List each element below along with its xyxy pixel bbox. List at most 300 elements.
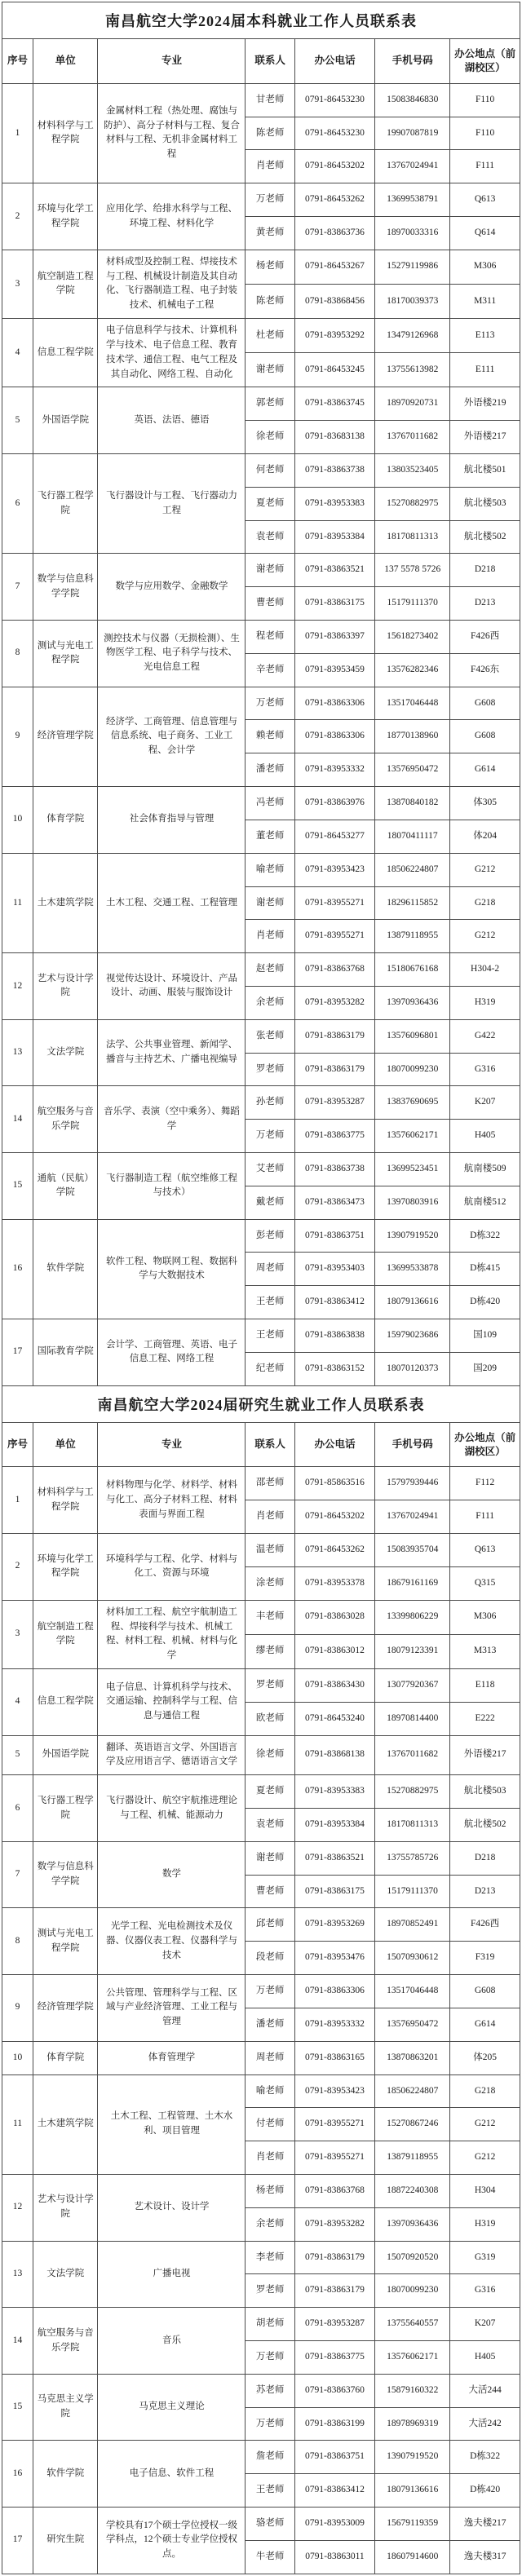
location-cell: F110 [450,83,520,117]
office-phone-cell: 0791-83863768 [294,953,374,987]
contact-row [2,1908,520,1942]
unit-cell: 经济管理学院 [33,1975,98,2042]
contact-name-cell: 曹老师 [246,1875,294,1908]
major-cell: 英语、法语、德语 [98,387,246,454]
mobile-cell: 18679161169 [375,1566,450,1600]
mobile-cell: 15279119986 [375,250,450,284]
serial-cell: 1 [2,83,33,183]
mobile-cell: 15179111370 [375,1875,450,1908]
contact-name-cell: 谢老师 [246,1841,294,1875]
office-phone-cell: 0791-83953292 [294,319,374,353]
serial-cell: 6 [2,1775,33,1842]
location-cell: H405 [450,2341,520,2375]
contact-name-cell: 欧老师 [246,1702,294,1735]
major-cell: 广播电视 [98,2241,246,2308]
unit-cell: 航空服务与音乐学院 [33,2308,98,2375]
unit-cell: 环境与化学工程学院 [33,183,98,250]
serial-cell: 17 [2,1319,33,1386]
major-cell: 电子信息科学与技术、计算机科学与技术、电子信息工程、教育技术学、通信工程、电气工程及其自动化、网络工程、自动化 [98,319,246,387]
mobile-cell: 13767011682 [375,421,450,454]
graduate-table-body [2,1467,520,2574]
contact-row [2,453,520,487]
office-phone-cell: 0791-83863521 [294,1841,374,1875]
location-cell: 外语楼217 [450,1735,520,1775]
mobile-cell: 15797939446 [375,1467,450,1500]
location-cell: M313 [450,1634,520,1668]
unit-cell: 体育学院 [33,787,98,854]
contact-row [2,2174,520,2207]
office-phone-cell: 0791-83863751 [294,1219,374,1253]
contact-row [2,1975,520,2008]
col-header-serial: 序号 [2,1422,33,1467]
location-cell: Q315 [450,1566,520,1600]
mobile-cell: 18079136616 [375,1286,450,1319]
unit-cell: 外国语学院 [33,387,98,454]
office-phone-cell: 0791-83863473 [294,1186,374,1219]
major-cell: 翻译、英语语言文学、外国语言学及应用语言学、德语语言文学 [98,1735,246,1775]
major-cell: 体育管理学 [98,2041,246,2074]
location-cell: G212 [450,2108,520,2141]
unit-cell: 艺术与设计学院 [33,953,98,1020]
contact-row [2,2441,520,2474]
contact-name-cell: 何老师 [246,453,294,487]
mobile-cell: 18070411117 [375,820,450,853]
office-phone-cell: 0791-83863165 [294,2041,374,2074]
contact-name-cell: 万老师 [246,687,294,720]
col-header-major: 专业 [98,1422,246,1467]
contact-name-cell: 冯老师 [246,787,294,820]
location-cell: G614 [450,753,520,787]
location-cell: H319 [450,2207,520,2241]
contact-row [2,2041,520,2074]
location-cell: 航北楼503 [450,1775,520,1809]
contact-name-cell: 万老师 [246,2341,294,2375]
unit-cell: 研究生院 [33,2508,98,2574]
serial-cell: 3 [2,1600,33,1668]
office-phone-cell: 0791-83863736 [294,217,374,250]
mobile-cell: 13767024941 [375,150,450,183]
col-header-office-phone: 办公电话 [294,39,374,84]
major-cell: 测控技术与仪器（无损检测）、生物医学工程、电子科学与技术、光电信息工程 [98,621,246,687]
unit-cell: 航空制造工程学院 [33,250,98,318]
serial-cell: 6 [2,453,33,553]
serial-cell: 16 [2,2441,33,2508]
mobile-cell: 13837690695 [375,1086,450,1120]
office-phone-cell: 0791-83863838 [294,1319,374,1353]
serial-cell: 17 [2,2508,33,2574]
location-cell: M306 [450,250,520,284]
contact-name-cell: 骆老师 [246,2508,294,2541]
office-phone-cell: 0791-83953269 [294,1908,374,1942]
serial-cell: 8 [2,621,33,687]
contact-name-cell: 艾老师 [246,1153,294,1186]
major-cell: 音乐 [98,2308,246,2375]
contact-name-cell: 涂老师 [246,1566,294,1600]
mobile-cell: 13399806229 [375,1600,450,1634]
mobile-cell: 13907919520 [375,2441,450,2474]
contact-name-cell: 肖老师 [246,2141,294,2175]
major-cell: 法学、公共事业管理、新闻学、播音与主持艺术、广播电视编导 [98,1019,246,1086]
mobile-cell: 13767024941 [375,1500,450,1534]
location-cell: 体305 [450,787,520,820]
table-title-graduate: 南昌航空大学2024届研究生就业工作人员联系表 [2,1385,520,1422]
mobile-cell: 15083935704 [375,1534,450,1567]
title-row [2,1385,520,1422]
column-header-row [2,39,520,84]
mobile-cell: 13907919520 [375,1219,450,1253]
contact-name-cell: 王老师 [246,1319,294,1353]
contact-row [2,1019,520,1053]
contact-name-cell: 罗老师 [246,2274,294,2308]
contact-name-cell: 杨老师 [246,2174,294,2207]
major-cell: 土木工程、工程管理、土木水利、项目管理 [98,2074,246,2174]
mobile-cell: 13517046448 [375,687,450,720]
mobile-cell: 13755640557 [375,2308,450,2341]
unit-cell: 艺术与设计学院 [33,2174,98,2241]
contact-name-cell: 周老师 [246,1253,294,1286]
contact-name-cell: 肖老师 [246,150,294,183]
location-cell: H405 [450,1120,520,1153]
col-header-office-phone: 办公电话 [294,1422,374,1467]
serial-cell: 1 [2,1467,33,1534]
location-cell: Q613 [450,183,520,217]
location-cell: G212 [450,853,520,886]
unit-cell: 土木建筑学院 [33,853,98,952]
contact-name-cell: 段老师 [246,1942,294,1975]
location-cell: K207 [450,2308,520,2341]
office-phone-cell: 0791-86453262 [294,183,374,217]
contact-row [2,1319,520,1353]
contact-row [2,1534,520,1567]
location-cell: G316 [450,1053,520,1086]
office-phone-cell: 0791-83863521 [294,554,374,587]
mobile-cell: 18506224807 [375,853,450,886]
location-cell: G608 [450,720,520,753]
major-cell: 金属材料工程（热处理、腐蚀与防护）、高分子材料与工程、复合材料与工程、无机非金属材料工程 [98,83,246,183]
location-cell: G212 [450,2141,520,2175]
location-cell: G614 [450,2008,520,2041]
contact-name-cell: 赵老师 [246,953,294,987]
contact-name-cell: 余老师 [246,986,294,1019]
contact-name-cell: 李老师 [246,2241,294,2274]
mobile-cell: 18070120373 [375,1352,450,1385]
serial-cell: 10 [2,787,33,854]
contact-name-cell: 陈老师 [246,284,294,318]
major-cell: 材料物理与化学、材料学、材料与化工、高分子材料工程、材料表面与界面工程 [98,1467,246,1534]
office-phone-cell: 0791-83953384 [294,1809,374,1842]
contact-row [2,554,520,587]
contact-name-cell: 缪老师 [246,1634,294,1668]
location-cell: G422 [450,1019,520,1053]
serial-cell: 12 [2,953,33,1020]
contact-name-cell: 赖老师 [246,720,294,753]
contact-name-cell: 袁老师 [246,1809,294,1842]
serial-cell: 9 [2,1975,33,2042]
mobile-cell: 13803523405 [375,453,450,487]
mobile-cell: 18970920731 [375,387,450,421]
contact-name-cell: 潘老师 [246,753,294,787]
unit-cell: 土木建筑学院 [33,2074,98,2174]
contact-name-cell: 周老师 [246,2041,294,2074]
location-cell: 外语楼217 [450,421,520,454]
mobile-cell: 18770138960 [375,720,450,753]
office-phone-cell: 0791-83955271 [294,920,374,953]
major-cell: 数学 [98,1841,246,1908]
office-phone-cell: 0791-83953459 [294,653,374,687]
location-cell: F426西 [450,1908,520,1942]
mobile-cell: 18079136616 [375,2474,450,2508]
location-cell: 大活242 [450,2407,520,2441]
col-header-unit: 单位 [33,39,98,84]
office-phone-cell: 0791-86453267 [294,250,374,284]
location-cell: Q614 [450,217,520,250]
location-cell: F426东 [450,653,520,687]
major-cell: 飞行器制造工程（航空维修工程与技术） [98,1153,246,1220]
major-cell: 环境科学与工程、化学、材料与化工、资源与环境 [98,1534,246,1601]
office-phone-cell: 0791-83863306 [294,1975,374,2008]
contact-name-cell: 徐老师 [246,421,294,454]
contact-name-cell: 肖老师 [246,1500,294,1534]
mobile-cell: 15979023686 [375,1319,450,1353]
contact-name-cell: 温老师 [246,1534,294,1567]
col-header-mobile: 手机号码 [375,1422,450,1467]
location-cell: 航北楼503 [450,487,520,520]
office-phone-cell: 0791-83863028 [294,1600,374,1634]
office-phone-cell: 0791-83863738 [294,1153,374,1186]
office-phone-cell: 0791-83863199 [294,2407,374,2441]
office-phone-cell: 0791-86453262 [294,1534,374,1567]
office-phone-cell: 0791-83953423 [294,2074,374,2108]
major-cell: 土木工程、交通工程、工程管理 [98,853,246,952]
contact-name-cell: 辛老师 [246,653,294,687]
col-header-location: 办公地点（前湖校区） [450,1422,520,1467]
contact-row [2,787,520,820]
contact-name-cell: 董老师 [246,820,294,853]
serial-cell: 13 [2,2241,33,2308]
contact-name-cell: 邵老师 [246,1467,294,1500]
contact-name-cell: 程老师 [246,621,294,654]
mobile-cell: 15618273402 [375,621,450,654]
location-cell: E118 [450,1668,520,1702]
location-cell: 航北楼502 [450,520,520,554]
office-phone-cell: 0791-83868138 [294,1735,374,1775]
serial-cell: 13 [2,1019,33,1086]
contact-row [2,1086,520,1120]
office-phone-cell: 0791-83863430 [294,1668,374,1702]
contact-name-cell: 苏老师 [246,2374,294,2407]
location-cell: F426西 [450,621,520,654]
office-phone-cell: 0791-86453202 [294,1500,374,1534]
contact-row [2,1153,520,1186]
contact-name-cell: 夏老师 [246,487,294,520]
undergrad-table-body [2,83,520,1385]
mobile-cell: 13970936436 [375,2207,450,2241]
location-cell: D栋420 [450,2474,520,2508]
mobile-cell: 13970803916 [375,1186,450,1219]
location-cell: G608 [450,1975,520,2008]
column-header-row [2,1422,520,1467]
contact-name-cell: 丰老师 [246,1600,294,1634]
serial-cell: 15 [2,1153,33,1220]
location-cell: 航南楼509 [450,1153,520,1186]
location-cell: D栋322 [450,2441,520,2474]
unit-cell: 环境与化学工程学院 [33,1534,98,1601]
location-cell: G212 [450,920,520,953]
mobile-cell: 13576062171 [375,2341,450,2375]
contact-name-cell: 詹老师 [246,2441,294,2474]
contact-name-cell: 喻老师 [246,2074,294,2108]
contact-row [2,1668,520,1702]
contact-name-cell: 肖老师 [246,920,294,953]
title-row [2,2,520,39]
major-cell: 学校具有17个硕士学位授权一级学科点，12个硕士专业学位授权点。 [98,2508,246,2574]
office-phone-cell: 0791-83863179 [294,2241,374,2274]
contact-row [2,2074,520,2108]
major-cell: 视觉传达设计、环境设计、产品设计、动画、服装与服饰设计 [98,953,246,1020]
col-header-unit: 单位 [33,1422,98,1467]
location-cell: G316 [450,2274,520,2308]
location-cell: F111 [450,1500,520,1534]
office-phone-cell: 0791-83863179 [294,1019,374,1053]
location-cell: 大活244 [450,2374,520,2407]
unit-cell: 飞行器工程学院 [33,1775,98,1842]
contact-row [2,83,520,117]
mobile-cell: 15270882975 [375,1775,450,1809]
contact-name-cell: 郭老师 [246,387,294,421]
mobile-cell: 15270867246 [375,2108,450,2141]
serial-cell: 3 [2,250,33,318]
office-phone-cell: 0791-86453202 [294,150,374,183]
major-cell: 电子信息、计算机科学与技术、交通运输、控制科学与工程、信息与通信工程 [98,1668,246,1735]
unit-cell: 通航（民航）学院 [33,1153,98,1220]
contact-name-cell: 牛老师 [246,2540,294,2574]
unit-cell: 测试与光电工程学院 [33,621,98,687]
office-phone-cell: 0791-83863306 [294,687,374,720]
major-cell: 电子信息、软件工程 [98,2441,246,2508]
contact-name-cell: 谢老师 [246,886,294,920]
location-cell: G319 [450,2241,520,2274]
contact-name-cell: 胡老师 [246,2308,294,2341]
mobile-cell: 13755785726 [375,1841,450,1875]
location-cell: 航南楼512 [450,1186,520,1219]
contact-row [2,687,520,720]
unit-cell: 经济管理学院 [33,687,98,786]
major-cell: 数学与应用数学、金融数学 [98,554,246,621]
office-phone-cell: 0791-83863011 [294,2540,374,2574]
office-phone-cell: 0791-83953383 [294,487,374,520]
contact-row [2,953,520,987]
location-cell: D栋420 [450,1286,520,1319]
office-phone-cell: 0791-83955271 [294,2141,374,2175]
office-phone-cell: 0791-83953423 [294,853,374,886]
location-cell: D213 [450,1875,520,1908]
unit-cell: 软件学院 [33,1219,98,1319]
contact-row [2,1600,520,1634]
major-cell: 材料成型及控制工程、焊接技术与工程、机械设计制造及其自动化、飞行器制造工程、电子封装技术、机械电子工程 [98,250,246,318]
office-phone-cell: 0791-83955271 [294,2108,374,2141]
mobile-cell: 13767011682 [375,1735,450,1775]
serial-cell: 14 [2,2308,33,2375]
serial-cell: 5 [2,387,33,454]
mobile-cell: 18170811313 [375,1809,450,1842]
location-cell: D栋322 [450,1219,520,1253]
contact-name-cell: 谢老师 [246,554,294,587]
office-phone-cell: 0791-83863976 [294,787,374,820]
unit-cell: 材料科学与工程学院 [33,83,98,183]
contact-row [2,1219,520,1253]
mobile-cell: 19907087819 [375,117,450,150]
location-cell: 航北楼502 [450,1809,520,1842]
graduate-contact-table [2,1385,520,2574]
mobile-cell: 13699523451 [375,1153,450,1186]
contact-name-cell: 甘老师 [246,83,294,117]
serial-cell: 2 [2,183,33,250]
contact-name-cell: 万老师 [246,1975,294,2008]
mobile-cell: 15179111370 [375,587,450,621]
contact-name-cell: 陈老师 [246,117,294,150]
contact-name-cell: 王老师 [246,2474,294,2508]
location-cell: 国209 [450,1352,520,1385]
mobile-cell: 15070920520 [375,2241,450,2274]
serial-cell: 7 [2,1841,33,1908]
location-cell: D218 [450,1841,520,1875]
mobile-cell: 18296115852 [375,886,450,920]
contact-name-cell: 谢老师 [246,353,294,387]
mobile-cell: 18970033316 [375,217,450,250]
mobile-cell: 18970814400 [375,1702,450,1735]
unit-cell: 航空制造工程学院 [33,1600,98,1668]
location-cell: F319 [450,1942,520,1975]
office-phone-cell: 0791-83953476 [294,1942,374,1975]
col-header-major: 专业 [98,39,246,84]
location-cell: G608 [450,687,520,720]
contact-name-cell: 潘老师 [246,2008,294,2041]
office-phone-cell: 0791-83953332 [294,753,374,787]
location-cell: H304-2 [450,953,520,987]
major-cell: 公共管理、管理科学与工程、区域与产业经济管理、工业工程与管理 [98,1975,246,2042]
contact-name-cell: 杜老师 [246,319,294,353]
serial-cell: 2 [2,1534,33,1601]
major-cell: 软件工程、物联网工程、数据科学与大数据技术 [98,1219,246,1319]
mobile-cell: 13576282346 [375,653,450,687]
contact-name-cell: 罗老师 [246,1053,294,1086]
serial-cell: 9 [2,687,33,786]
mobile-cell: 15270882975 [375,487,450,520]
mobile-cell: 18872240308 [375,2174,450,2207]
office-phone-cell: 0791-83863306 [294,720,374,753]
contact-row [2,1775,520,1809]
office-phone-cell: 0791-86453230 [294,117,374,150]
contact-name-cell: 万老师 [246,2407,294,2441]
office-phone-cell: 0791-83863760 [294,2374,374,2407]
major-cell: 社会体育指导与管理 [98,787,246,854]
location-cell: D栋415 [450,1253,520,1286]
mobile-cell: 15180676168 [375,953,450,987]
office-phone-cell: 0791-83863412 [294,2474,374,2508]
location-cell: 国109 [450,1319,520,1353]
undergrad-contact-table [2,2,520,1386]
mobile-cell: 18070099230 [375,1053,450,1086]
contact-name-cell: 夏老师 [246,1775,294,1809]
location-cell: 逸夫楼317 [450,2540,520,2574]
mobile-cell: 15083846830 [375,83,450,117]
office-phone-cell: 0791-83953287 [294,1086,374,1120]
contact-row [2,2508,520,2541]
serial-cell: 7 [2,554,33,621]
unit-cell: 数学与信息科学学院 [33,1841,98,1908]
contact-name-cell: 万老师 [246,1120,294,1153]
major-cell: 光学工程、光电检测技术及仪器、仪器仪表工程、仪器科学与技术 [98,1908,246,1975]
